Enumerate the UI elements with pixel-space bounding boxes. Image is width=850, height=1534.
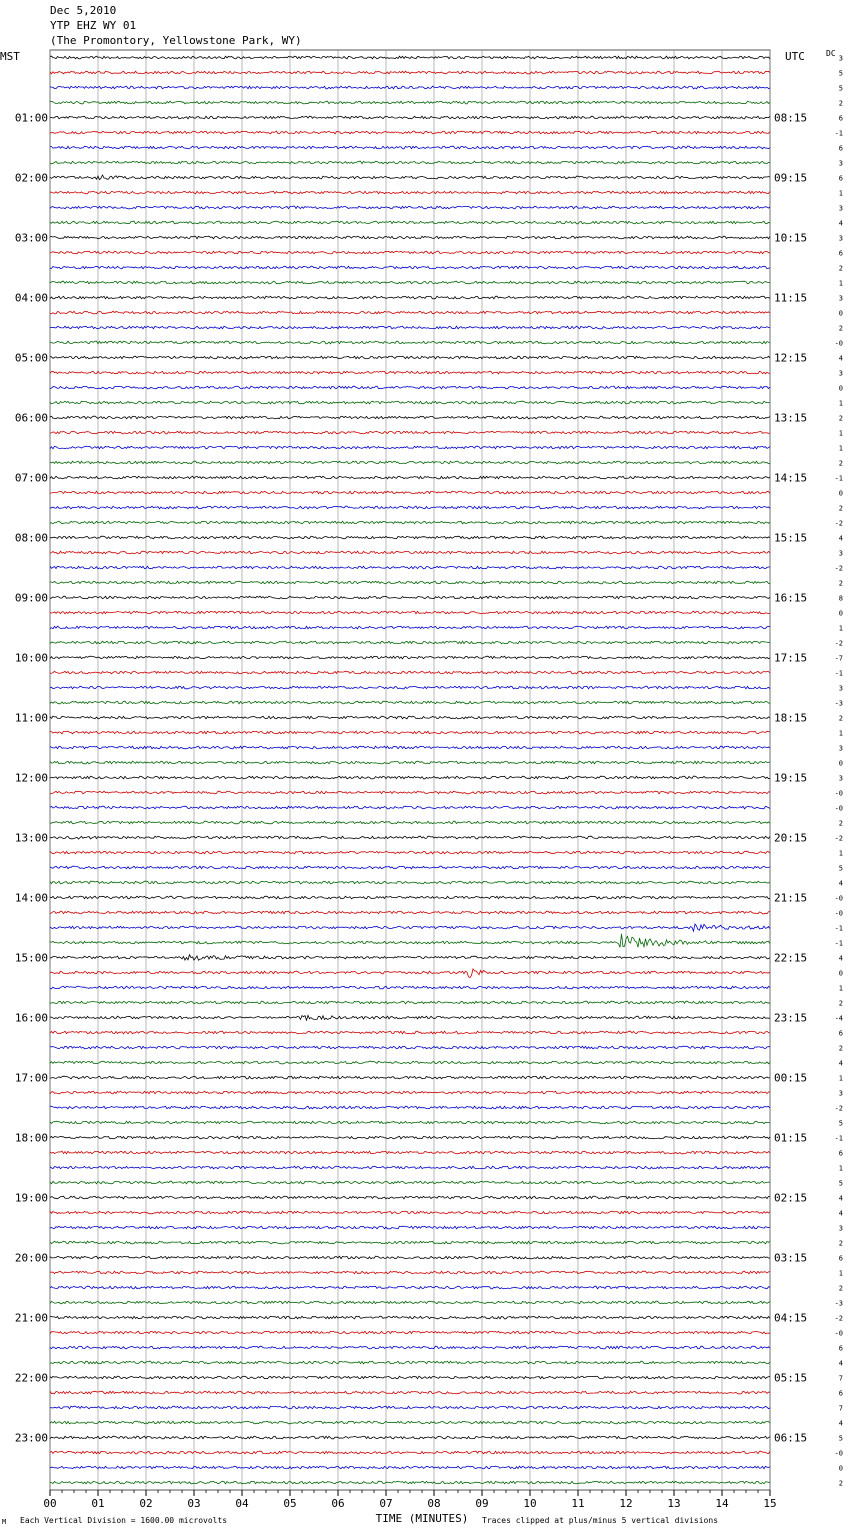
- trace-5: [50, 131, 770, 134]
- trace-91: [50, 1421, 770, 1424]
- x-tick-label: 06: [331, 1497, 345, 1510]
- dc-offset-label: -0: [834, 1449, 843, 1458]
- left-hour-label: 02:00: [14, 171, 48, 185]
- left-hour-label: 12:00: [14, 771, 48, 785]
- trace-27: [50, 461, 770, 464]
- x-axis-label: TIME (MINUTES): [375, 1512, 469, 1525]
- trace-layer: [50, 56, 770, 1484]
- trace-25: [50, 431, 770, 434]
- x-tick-label: 14: [715, 1497, 729, 1510]
- dc-offset-label: 6: [838, 114, 843, 123]
- trace-11: [50, 221, 770, 224]
- trace-79: [50, 1241, 770, 1244]
- x-tick-label: 10: [523, 1497, 537, 1510]
- trace-40: [50, 656, 770, 659]
- trace-78: [50, 1226, 770, 1229]
- dc-offset-label: 6: [838, 249, 843, 258]
- right-hour-label: 09:15: [774, 171, 808, 185]
- dc-offset-label: -3: [834, 699, 843, 708]
- right-hour-label: 19:15: [774, 771, 808, 785]
- left-hour-label: 04:00: [14, 291, 48, 305]
- dc-offset-label: -0: [834, 909, 843, 918]
- dc-offset-label: 3: [838, 744, 843, 753]
- right-hour-label: 17:15: [774, 651, 808, 665]
- dc-offset-label: 7: [838, 1374, 843, 1383]
- dc-offset-label: 6: [838, 1254, 843, 1263]
- trace-49: [50, 791, 770, 794]
- right-hour-label: 04:15: [774, 1311, 808, 1325]
- trace-53: [50, 851, 770, 854]
- trace-0: [50, 56, 770, 59]
- trace-71: [50, 1121, 770, 1124]
- dc-offset-label: 2: [838, 579, 843, 588]
- trace-85: [50, 1331, 770, 1334]
- dc-offset-label: 6: [838, 144, 843, 153]
- right-hour-label: 12:15: [774, 351, 808, 365]
- trace-87: [50, 1361, 770, 1364]
- left-hour-label: 06:00: [14, 411, 48, 425]
- dc-offset-label: 4: [838, 1059, 843, 1068]
- right-hour-label: 18:15: [774, 711, 808, 725]
- dc-offset-label: -1: [834, 129, 843, 138]
- x-tick-label: 03: [187, 1497, 201, 1510]
- right-hour-label: 23:15: [774, 1011, 808, 1025]
- dc-offset-label: -2: [834, 1314, 843, 1323]
- dc-offset-label: 1: [838, 1164, 843, 1173]
- trace-92: [50, 1436, 770, 1439]
- dc-offset-label: -3: [834, 1299, 843, 1308]
- trace-90: [50, 1406, 770, 1409]
- dc-offset-label: -0: [834, 1329, 843, 1338]
- dc-offset-label: -1: [834, 924, 843, 933]
- trace-14: [50, 266, 770, 269]
- dc-offset-label: 1: [838, 429, 843, 438]
- trace-15: [50, 281, 770, 284]
- dc-offset-label: 4: [838, 1194, 843, 1203]
- left-hour-label: 09:00: [14, 591, 48, 605]
- trace-19: [50, 341, 770, 344]
- x-tick-label: 01: [91, 1497, 105, 1510]
- dc-offset-label: 0: [838, 969, 843, 978]
- trace-83: [50, 1301, 770, 1304]
- right-hour-label: 00:15: [774, 1071, 808, 1085]
- dc-offset-label: 3: [838, 549, 843, 558]
- trace-18: [50, 326, 770, 329]
- dc-offset-label: 4: [838, 1209, 843, 1218]
- trace-74: [50, 1166, 770, 1169]
- dc-offset-label: 1: [838, 279, 843, 288]
- trace-37: [50, 611, 770, 614]
- dc-offset-label: 1: [838, 729, 843, 738]
- dc-offset-label: -2: [834, 834, 843, 843]
- trace-93: [50, 1451, 770, 1454]
- left-timezone: MST: [0, 50, 20, 63]
- station-location: (The Promontory, Yellowstone Park, WY): [50, 34, 302, 47]
- dc-offset-label: 2: [838, 324, 843, 333]
- dc-offset-label: 2: [838, 1479, 843, 1488]
- dc-offset-label: -1: [834, 1134, 843, 1143]
- dc-offset-label: -1: [834, 474, 843, 483]
- trace-67: [50, 1061, 770, 1064]
- x-tick-label: 05: [283, 1497, 297, 1510]
- dc-offset-label: 0: [838, 309, 843, 318]
- dc-offset-label: -2: [834, 1104, 843, 1113]
- right-hour-label: 13:15: [774, 411, 808, 425]
- dc-offset-label: 0: [838, 489, 843, 498]
- dc-offset-label: 1: [838, 1074, 843, 1083]
- trace-38: [50, 626, 770, 629]
- right-hour-label: 11:15: [774, 291, 808, 305]
- trace-57: [50, 911, 770, 914]
- trace-43: [50, 701, 770, 704]
- left-hour-label: 19:00: [14, 1191, 48, 1205]
- trace-82: [50, 1286, 770, 1289]
- right-hour-label: 06:15: [774, 1431, 808, 1445]
- x-tick-label: 07: [379, 1497, 393, 1510]
- trace-55: [50, 881, 770, 884]
- dc-offset-label: 3: [838, 54, 843, 63]
- trace-81: [50, 1271, 770, 1274]
- dc-offset-label: 2: [838, 1239, 843, 1248]
- dc-offset-label: 6: [838, 1389, 843, 1398]
- dc-offset-label: 1: [838, 1269, 843, 1278]
- trace-42: [50, 686, 770, 689]
- trace-35: [50, 581, 770, 584]
- dc-offset-label: -4: [834, 1014, 843, 1023]
- dc-offset-label: 5: [838, 1179, 843, 1188]
- trace-45: [50, 731, 770, 734]
- dc-offset-label: 0: [838, 609, 843, 618]
- left-hour-label: 23:00: [14, 1431, 48, 1445]
- dc-offset-label: 4: [838, 1359, 843, 1368]
- trace-59: [50, 934, 770, 948]
- dc-offset-label: 2: [838, 504, 843, 513]
- dc-offset-label: 3: [838, 204, 843, 213]
- label-layer: [15, 55, 843, 1511]
- trace-75: [50, 1181, 770, 1184]
- dc-offset-label: 2: [838, 414, 843, 423]
- x-tick-label: 04: [235, 1497, 249, 1510]
- trace-39: [50, 641, 770, 644]
- trace-21: [50, 371, 770, 374]
- trace-50: [50, 806, 770, 809]
- dc-offset-label: 5: [838, 69, 843, 78]
- dc-offset-label: -1: [834, 939, 843, 948]
- dc-offset-label: 1: [838, 189, 843, 198]
- dc-offset-label: 3: [838, 294, 843, 303]
- dc-offset-label: 6: [838, 1029, 843, 1038]
- trace-63: [50, 1001, 770, 1004]
- trace-16: [50, 296, 770, 299]
- dc-offset-label: 5: [838, 1119, 843, 1128]
- trace-29: [50, 491, 770, 494]
- right-hour-label: 02:15: [774, 1191, 808, 1205]
- dc-offset-label: 5: [838, 84, 843, 93]
- trace-4: [50, 116, 770, 119]
- dc-offset-label: 3: [838, 234, 843, 243]
- right-hour-label: 20:15: [774, 831, 808, 845]
- left-hour-label: 18:00: [14, 1131, 48, 1145]
- dc-offset-label: 2: [838, 1284, 843, 1293]
- trace-46: [50, 746, 770, 749]
- dc-offset-label: 4: [838, 1419, 843, 1428]
- trace-88: [50, 1376, 770, 1379]
- dc-offset-label: -2: [834, 519, 843, 528]
- trace-54: [50, 866, 770, 869]
- left-hour-label: 10:00: [14, 651, 48, 665]
- dc-offset-label: 0: [838, 384, 843, 393]
- trace-17: [50, 311, 770, 314]
- dc-offset-label: -1: [834, 669, 843, 678]
- x-tick-label: 00: [43, 1497, 57, 1510]
- scale-note: Each Vertical Division = 1600.00 microvolts: [20, 1516, 228, 1525]
- dc-offset-label: 1: [838, 444, 843, 453]
- dc-label: DC: [826, 49, 836, 58]
- trace-60: [50, 955, 770, 961]
- plot-date: Dec 5,2010: [50, 4, 117, 17]
- trace-86: [50, 1346, 770, 1349]
- trace-8: [50, 175, 770, 180]
- right-timezone: UTC: [785, 50, 805, 63]
- clip-note: Traces clipped at plus/minus 5 vertical divisions: [482, 1516, 719, 1525]
- trace-76: [50, 1196, 770, 1199]
- trace-10: [50, 206, 770, 209]
- trace-70: [50, 1106, 770, 1109]
- trace-26: [50, 446, 770, 449]
- dc-offset-label: 0: [838, 759, 843, 768]
- dc-offset-label: 5: [838, 1434, 843, 1443]
- dc-offset-label: 4: [838, 954, 843, 963]
- dc-offset-label: 4: [838, 354, 843, 363]
- left-hour-label: 07:00: [14, 471, 48, 485]
- dc-offset-label: 4: [838, 219, 843, 228]
- trace-77: [50, 1211, 770, 1214]
- dc-offset-label: -7: [834, 654, 843, 663]
- x-tick-label: 08: [427, 1497, 441, 1510]
- dc-offset-label: 2: [838, 264, 843, 273]
- dc-offset-label: 1: [838, 399, 843, 408]
- trace-28: [50, 476, 770, 479]
- dc-offset-label: 3: [838, 369, 843, 378]
- trace-48: [50, 776, 770, 779]
- left-hour-label: 20:00: [14, 1251, 48, 1265]
- right-hour-label: 10:15: [774, 231, 808, 245]
- trace-51: [50, 821, 770, 824]
- dc-offset-label: -0: [834, 339, 843, 348]
- trace-52: [50, 836, 770, 839]
- dc-offset-label: 3: [838, 1089, 843, 1098]
- left-hour-label: 13:00: [14, 831, 48, 845]
- trace-72: [50, 1136, 770, 1139]
- left-hour-label: 17:00: [14, 1071, 48, 1085]
- trace-30: [50, 506, 770, 509]
- right-hour-label: 03:15: [774, 1251, 808, 1265]
- trace-65: [50, 1031, 770, 1034]
- trace-84: [50, 1316, 770, 1319]
- left-hour-label: 01:00: [14, 111, 48, 125]
- trace-23: [50, 401, 770, 404]
- trace-12: [50, 236, 770, 239]
- right-hour-label: 01:15: [774, 1131, 808, 1145]
- dc-offset-label: 7: [838, 1404, 843, 1413]
- x-tick-label: 15: [763, 1497, 777, 1510]
- trace-7: [50, 161, 770, 164]
- trace-61: [50, 969, 770, 978]
- right-hour-label: 14:15: [774, 471, 808, 485]
- trace-22: [50, 386, 770, 389]
- trace-62: [50, 986, 770, 989]
- right-hour-label: 16:15: [774, 591, 808, 605]
- left-hour-label: 05:00: [14, 351, 48, 365]
- left-hour-label: 11:00: [14, 711, 48, 725]
- trace-2: [50, 86, 770, 89]
- station-code: YTP EHZ WY 01: [50, 19, 137, 32]
- right-hour-label: 15:15: [774, 531, 808, 545]
- trace-3: [50, 101, 770, 104]
- trace-73: [50, 1151, 770, 1154]
- dc-offset-label: 4: [838, 534, 843, 543]
- dc-offset-label: 8: [838, 594, 843, 603]
- x-tick-label: 11: [571, 1497, 585, 1510]
- trace-47: [50, 761, 770, 764]
- dc-offset-label: 6: [838, 1344, 843, 1353]
- dc-offset-label: -0: [834, 804, 843, 813]
- trace-33: [50, 551, 770, 554]
- trace-68: [50, 1076, 770, 1079]
- dc-offset-label: 2: [838, 819, 843, 828]
- left-hour-label: 22:00: [14, 1371, 48, 1385]
- x-tick-label: 12: [619, 1497, 633, 1510]
- left-hour-label: 08:00: [14, 531, 48, 545]
- x-tick-label: 13: [667, 1497, 681, 1510]
- dc-offset-label: -0: [834, 894, 843, 903]
- dc-offset-label: 0: [838, 1464, 843, 1473]
- dc-offset-label: -2: [834, 564, 843, 573]
- right-hour-label: 22:15: [774, 951, 808, 965]
- trace-80: [50, 1256, 770, 1259]
- left-hour-label: 14:00: [14, 891, 48, 905]
- dc-offset-label: 2: [838, 459, 843, 468]
- trace-6: [50, 146, 770, 149]
- x-tick-label: 09: [475, 1497, 489, 1510]
- dc-offset-label: 3: [838, 684, 843, 693]
- dc-offset-label: 3: [838, 1224, 843, 1233]
- dc-offset-label: -2: [834, 639, 843, 648]
- left-hour-label: 15:00: [14, 951, 48, 965]
- dc-offset-label: 2: [838, 999, 843, 1008]
- trace-56: [50, 896, 770, 899]
- dc-offset-label: -0: [834, 789, 843, 798]
- trace-13: [50, 251, 770, 254]
- dc-offset-label: 3: [838, 774, 843, 783]
- trace-9: [50, 191, 770, 194]
- trace-24: [50, 416, 770, 419]
- x-tick-label: 02: [139, 1497, 153, 1510]
- dc-offset-label: 6: [838, 174, 843, 183]
- trace-58: [50, 924, 770, 931]
- trace-36: [50, 596, 770, 599]
- dc-offset-label: 2: [838, 1044, 843, 1053]
- trace-41: [50, 671, 770, 674]
- trace-66: [50, 1046, 770, 1049]
- trace-20: [50, 356, 770, 359]
- trace-1: [50, 71, 770, 74]
- dc-offset-label: 4: [838, 879, 843, 888]
- dc-offset-label: 5: [838, 864, 843, 873]
- trace-44: [50, 716, 770, 719]
- dc-offset-label: 1: [838, 984, 843, 993]
- trace-89: [50, 1391, 770, 1394]
- left-hour-label: 03:00: [14, 231, 48, 245]
- right-hour-label: 05:15: [774, 1371, 808, 1385]
- left-hour-label: 21:00: [14, 1311, 48, 1325]
- trace-94: [50, 1466, 770, 1469]
- trace-34: [50, 566, 770, 569]
- right-hour-label: 21:15: [774, 891, 808, 905]
- trace-32: [50, 536, 770, 539]
- dc-offset-label: 6: [838, 1149, 843, 1158]
- right-hour-label: 08:15: [774, 111, 808, 125]
- dc-offset-label: 1: [838, 624, 843, 633]
- dc-offset-label: 2: [838, 99, 843, 108]
- dc-offset-label: 3: [838, 159, 843, 168]
- trace-31: [50, 521, 770, 524]
- dc-offset-label: 2: [838, 714, 843, 723]
- trace-64: [50, 1015, 770, 1020]
- dc-offset-label: 1: [838, 849, 843, 858]
- trace-69: [50, 1091, 770, 1094]
- trace-95: [50, 1481, 770, 1484]
- left-hour-label: 16:00: [14, 1011, 48, 1025]
- corner-mark: M: [2, 1518, 7, 1526]
